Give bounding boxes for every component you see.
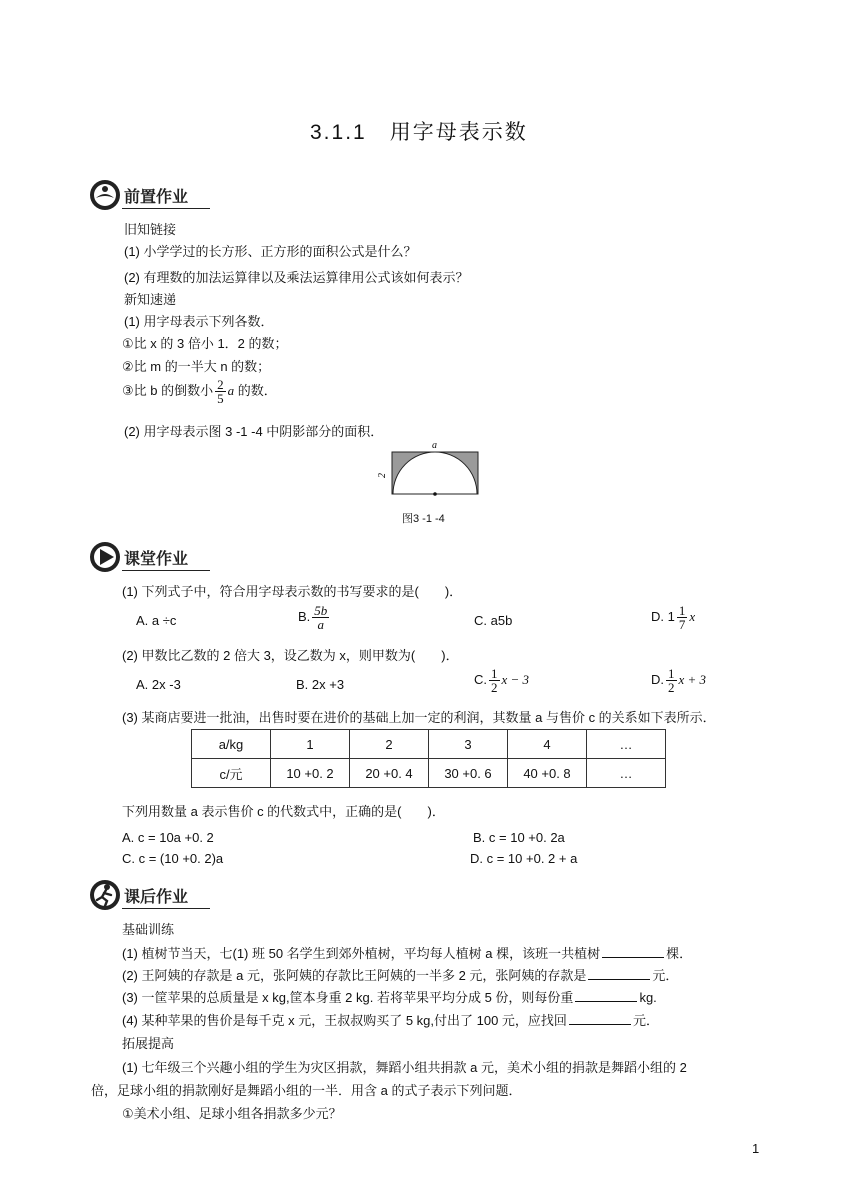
option-b: B. c = 10 +0. 2a [473, 830, 565, 845]
answer-blank[interactable] [588, 979, 650, 980]
section-title: 课后作业 [124, 889, 189, 906]
page-number: 1 [752, 1141, 760, 1156]
subheading-old: 旧知链接 [124, 222, 177, 237]
section-title: 前置作业 [124, 189, 189, 206]
question-text: (2) 甲数比乙数的 2 倍大 3，设乙数为 x，则甲数为( )． [122, 648, 459, 663]
option-d: D. 1 $\frac{1}{7}$ x [651, 603, 696, 632]
fraction: $\frac{1}{7}$ [678, 603, 686, 632]
section-header-pre [88, 178, 210, 212]
page-title: 3.1.1 用字母表示数 [310, 121, 528, 144]
divider [122, 208, 210, 209]
subheading-new: 新知速递 [124, 292, 177, 307]
question-text: (1) 用字母表示下列各数． [124, 314, 274, 329]
fraction: $\frac{5b}{a}$ [314, 603, 328, 632]
table-cell: c/元 [192, 759, 271, 788]
option-d: D. $\frac{1}{2}$ x + 3 [651, 666, 707, 695]
divider [122, 570, 210, 571]
question-text: (2) 用字母表示图 3 -1 -4 中阴影部分的面积． [124, 424, 384, 439]
play-icon [88, 540, 122, 574]
table-cell: 40 +0. 8 [508, 759, 587, 788]
table-cell: 20 +0. 4 [350, 759, 429, 788]
question-text: 倍，足球小组的捐款刚好是舞蹈小组的一半．用含 a 的式子表示下列问题． [91, 1083, 522, 1098]
figure-semicircle [378, 440, 484, 500]
answer-blank[interactable] [575, 1001, 637, 1002]
fraction: $\frac{1}{2}$ [668, 666, 675, 695]
option-c: C. $\frac{1}{2}$ x − 3 [474, 666, 530, 695]
figure-label-2: 2 [377, 473, 388, 478]
question-text: (2) 有理数的加法运算律以及乘法运算律用公式该如何表示？ [124, 270, 469, 285]
question-text: ①美术小组、足球小组各捐款多少元？ [122, 1106, 342, 1121]
section-header-after [88, 878, 210, 912]
question-text: ②比 m 的一半大 n 的数； [122, 359, 271, 374]
table-row [192, 730, 666, 759]
option-d: D. c = 10 +0. 2 + a [470, 851, 578, 866]
table-cell: 10 +0. 2 [271, 759, 350, 788]
running-person-icon [88, 878, 122, 912]
question-text: (1) 七年级三个兴趣小组的学生为灾区捐款，舞蹈小组共捐款 a 元，美术小组的捐款是舞蹈小组的 2 [122, 1060, 687, 1075]
question-text: (1) 植树节当天，七(1) 班 50 名学生到郊外植树，平均每人植树 a 棵，该班一共植树 棵． [122, 946, 693, 961]
question-text: ③比 b 的倒数小 $\frac{2}{5}$ a 的数． [122, 377, 277, 406]
divider [122, 908, 210, 909]
figure-caption: 图3 -1 -4 [402, 513, 445, 525]
table-cell: 4 [508, 730, 587, 759]
option-a: A. 2x -3 [136, 677, 181, 692]
question-text: (2) 王阿姨的存款是 a 元，张阿姨的存款比王阿姨的一半多 2 元，张阿姨的存款是 元． [122, 968, 679, 983]
book-person-icon [88, 178, 122, 212]
fraction: $\frac{1}{2}$ [491, 666, 498, 695]
question-text: (3) 某商店要进一批油，出售时要在进价的基础上加一定的利润，其数量 a 与售价 c 的关系如下表所示． [122, 710, 716, 725]
table-cell: … [587, 759, 666, 788]
table-cell: a/kg [192, 730, 271, 759]
option-b: B. 2x +3 [296, 677, 345, 692]
table-cell: 3 [429, 730, 508, 759]
question-text: ①比 x 的 3 倍小 1．2 的数； [122, 336, 288, 351]
question-text: (1) 小学学过的长方形、正方形的面积公式是什么？ [124, 244, 417, 259]
section-header-class [88, 540, 210, 574]
question-text: (4) 某种苹果的售价是每千克 x 元，王叔叔购买了 5 kg,付出了 100 元，应找回 元． [122, 1013, 659, 1028]
table-cell: … [587, 730, 666, 759]
question-text: (3) 一筐苹果的总质量是 x kg,筐本身重 2 kg. 若将苹果平均分成 5 份，则每份重 kg. [122, 990, 657, 1005]
subheading-basic: 基础训练 [122, 922, 175, 937]
table-cell: 2 [350, 730, 429, 759]
price-table [191, 729, 666, 788]
answer-blank[interactable] [602, 957, 664, 958]
subheading-ext: 拓展提高 [122, 1036, 175, 1051]
section-title: 课堂作业 [124, 551, 189, 568]
option-a: A. c = 10a +0. 2 [122, 830, 214, 845]
option-c: C. a5b [474, 613, 513, 628]
option-a: A. a ÷c [136, 613, 177, 628]
answer-blank[interactable] [569, 1024, 631, 1025]
table-row [192, 759, 666, 788]
question-text: (1) 下列式子中，符合用字母表示数的书写要求的是( )． [122, 584, 463, 599]
table-cell: 1 [271, 730, 350, 759]
table-cell: 30 +0. 6 [429, 759, 508, 788]
question-text: 下列用数量 a 表示售价 c 的代数式中，正确的是( )． [122, 804, 445, 819]
option-c: C. c = (10 +0. 2)a [122, 851, 224, 866]
fraction: $\frac{2}{5}$ [217, 377, 224, 406]
option-b: B. $\frac{5b}{a}$ [298, 603, 328, 632]
figure-label-a: a [432, 440, 437, 451]
